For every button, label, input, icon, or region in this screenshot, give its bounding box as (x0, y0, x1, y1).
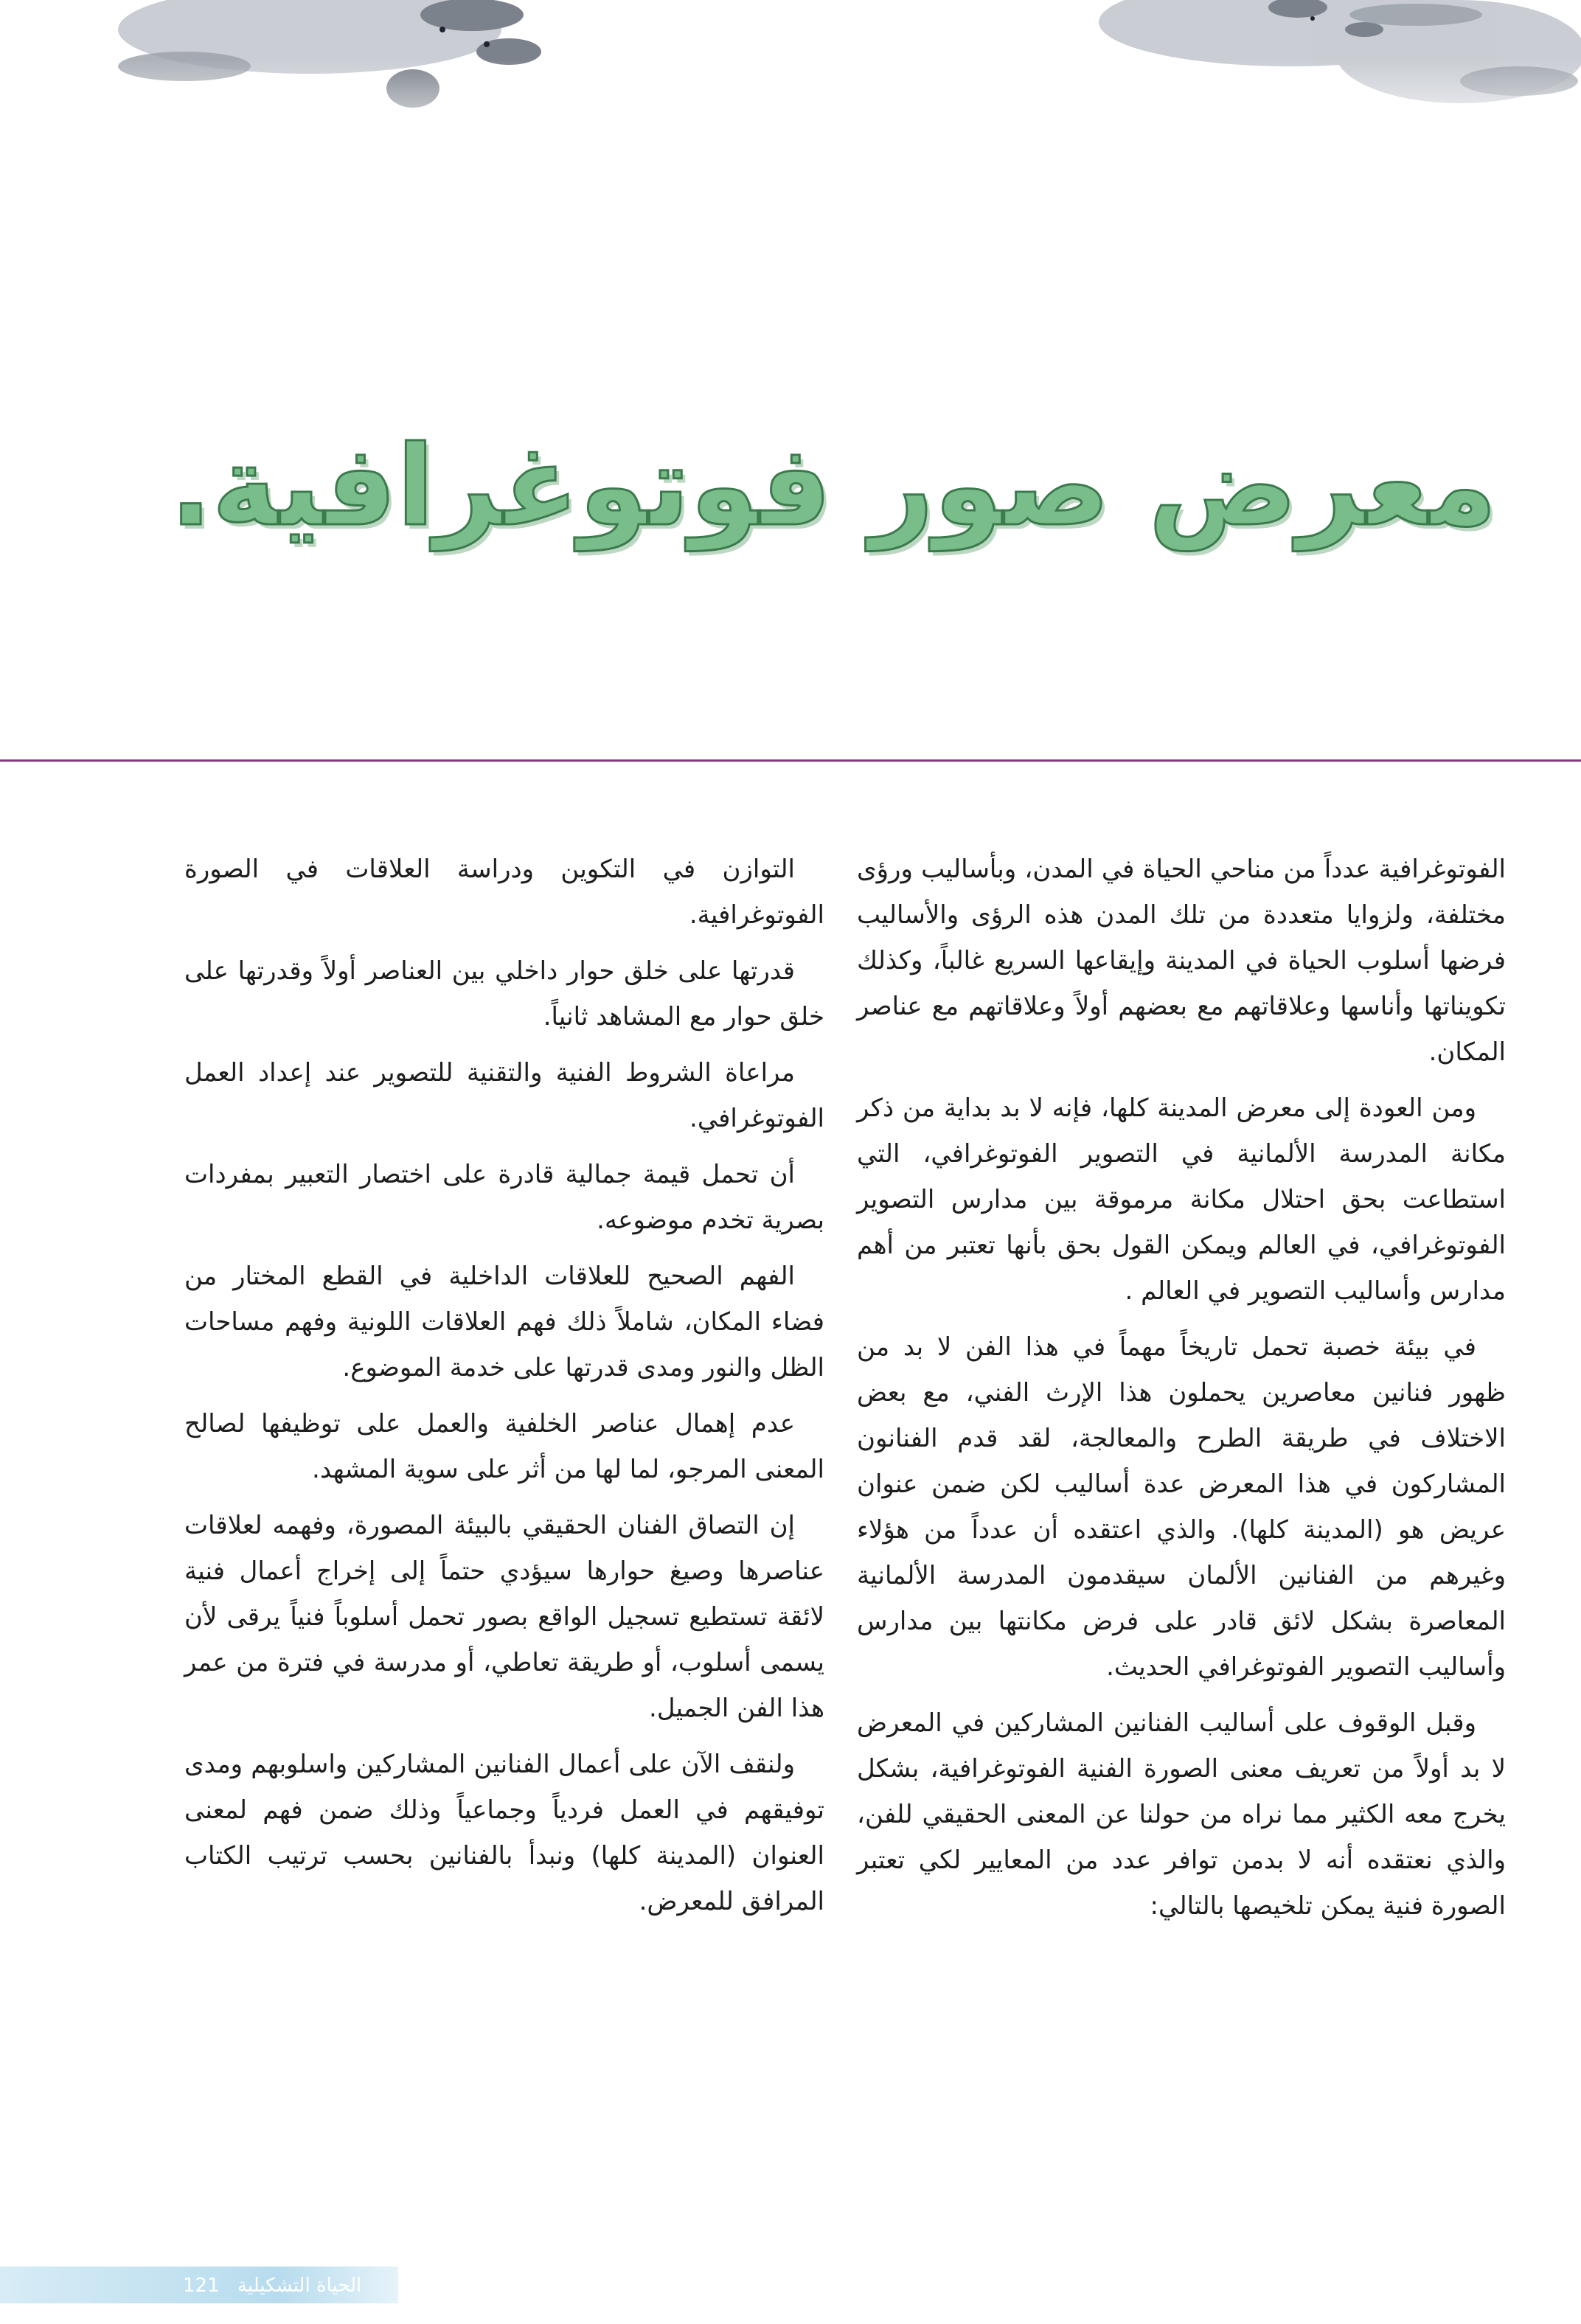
paragraph: ومن العودة إلى معرض المدينة كلها، فإنه لا بد بداية من ذكر مكانة المدرسة الألمانية في التصوير الفوتوغرافي، التي استطاعت بحق احتلال مكانة مرموقة بين مدارس التصوير الفوتوغرافي، في العالم ويمكن القول بحق بأنها تعتبر من أهم مدارس وأساليب التصوير في العالم . (857, 1093, 1506, 1306)
paragraph: وقبل الوقوف على أساليب الفنانين المشاركين في المعرض لا بد أولاً من تعريف معنى الصورة الفنية الفوتوغرافية، بشكل يخرج معه الكثير مما نراه من حولنا عن المعنى الحقيقي للفن، والذي نعتقده أنه لا بدمن توافر عدد من المعايير لكي تعتبر الصورة فنية يمكن تلخيصها بالتالي: (857, 1708, 1506, 1921)
header-photo-strip (0, 0, 1581, 155)
page-number: 121 (183, 2275, 220, 2297)
page-title: معرض صور فوتوغرافية. (170, 422, 1497, 551)
criteria-item: أن تحمل قيمة جمالية قادرة على اختصار التعبير بمفردات بصرية تخدم موضوعه. (184, 1160, 824, 1235)
footer (171, 2271, 361, 2300)
paragraph: في بيئة خصبة تحمل تاريخاً مهماً في هذا الفن لا بد من ظهور فنانين معاصرين يحملون هذا الإرث الفني، مع بعض الاختلاف في طريقة الطرح والمعالجة، لقد قدم الفنانون المشاركون في هذا المعرض عدة أساليب لكن ضمن عنوان عريض هو (المدينة كلها). والذي اعتقده أن عدداً من هؤلاء وغيرهم من الفنانين الألمان سيقدمون المدرسة الألمانية المعاصرة بشكل لائق قادر على فرض مكانتها بين مدارس وأساليب التصوير الفوتوغرافي الحديث. (857, 1332, 1506, 1682)
criteria-item: قدرتها على خلق حوار داخلي بين العناصر أولاً وقدرتها على خلق حوار مع المشاهد ثانياً. (184, 956, 824, 1031)
section-divider (0, 759, 1581, 762)
criteria-item: مراعاة الشروط الفنية والتقنية للتصوير عند إعداد العمل الفوتوغرافي. (184, 1058, 824, 1133)
criteria-item: الفهم الصحيح للعلاقات الداخلية في القطع المختار من فضاء المكان، شاملاً ذلك فهم العلاقات اللونية وفهم مساحات الظل والنور ومدى قدرتها على خدمة الموضوع. (184, 1262, 824, 1382)
paragraph: ولنقف الآن على أعمال الفنانين المشاركين واسلوبهم ومدى توفيقهم في العمل فردياً وجماعياً وذلك ضمن فهم لمعنى العنوان (المدينة كلها) ونبدأ بالفنانين بحسب ترتيب الكتاب المرافق للمعرض. (184, 1750, 824, 1916)
magazine-name: الحياة التشكيلية (237, 2275, 362, 2297)
article-column-right (857, 846, 1506, 1939)
criteria-item: عدم إهمال عناصر الخلفية والعمل على توظيفها لصالح المعنى المرجو، لما لها من أثر على سوية المشهد. (184, 1409, 824, 1484)
paragraph: الفوتوغرافية عدداً من مناحي الحياة في المدن، وبأساليب ورؤى مختلفة، ولزوايا متعددة من تلك المدن هذه الرؤى والأساليب فرضها أسلوب الحياة في المدينة وإيقاعها السريع غالباً، وكذلك تكويناتها وأناسها وعلاقاتهم مع بعضهم أولاً وعلاقاتهم مع عناصر المكان. (857, 855, 1506, 1067)
criteria-item: التوازن في التكوين ودراسة العلاقات في الصورة الفوتوغرافية. (184, 855, 824, 930)
paragraph: إن التصاق الفنان الحقيقي بالبيئة المصورة، وفهمه لعلاقات عناصرها وصيغ حوارها سيؤدي حتماً إلى إخراج أعمال فنية لائقة تستطيع تسجيل الواقع بصور تحمل أسلوباً فنياً يرقى لأن يسمى أسلوب، أو طريقة تعاطي، أو مدرسة في فترة من عمر هذا الفن الجميل. (184, 1511, 824, 1723)
article-column-left (184, 846, 824, 1935)
